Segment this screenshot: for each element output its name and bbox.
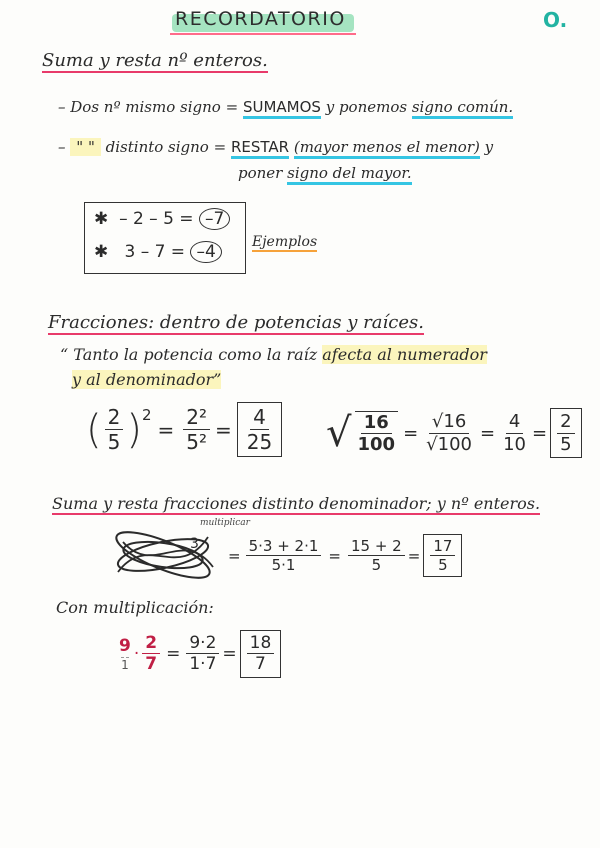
root-result: $\frac{2}{5}$ <box>550 408 581 458</box>
sum-result: $\frac{17}{5}$ <box>423 534 462 577</box>
example-row: ✱ – 2 – 5 = –7 <box>94 208 230 230</box>
section-heading-enteros: Suma y resta nº enteros. <box>42 50 268 71</box>
sumamos-text: SUMAMOS <box>243 98 321 119</box>
page-number: O. <box>543 8 568 32</box>
title-underline <box>170 33 356 35</box>
circled-result: –4 <box>190 241 221 263</box>
page-title: RECORDATORIO <box>175 8 346 30</box>
product-result: $\frac{18}{7}$ <box>240 630 282 678</box>
examples-label: Ejemplos <box>252 234 318 250</box>
svg-text:3: 3 <box>190 536 199 552</box>
scribble-crossed-out <box>108 522 218 592</box>
power-result: $\frac{4}{25}$ <box>237 402 282 457</box>
rule-different-sign-line2: poner signo del mayor. <box>238 164 412 182</box>
example-row: ✱ 3 – 7 = –4 <box>94 241 222 263</box>
section-heading-suma-fracciones: Suma y resta fracciones distinto denominador; y nº enteros. <box>52 494 541 513</box>
multiplication-example: $\frac{9}{1}$ · $\frac{2}{7}$ = $\frac{9\cdot 2}{1\cdot 7}$ = $\frac{18}{7}$ <box>116 630 284 678</box>
section-heading-fracciones: Fracciones: dentro de potencias y raíces. <box>48 312 424 333</box>
root-example: √ $\frac{16}{100}$ = $\frac{√16}{√100}$ = $\frac{4}{10}$ = $\frac{2}{5}$ <box>326 408 585 458</box>
quote-line-2: y al denominador” <box>72 370 222 389</box>
circled-result: –7 <box>199 208 230 230</box>
rule-same-sign: – Dos nº mismo signo = SUMAMOS y ponemos signo común. <box>58 98 513 116</box>
restar-text: RESTAR <box>231 138 289 159</box>
rule-different-sign: – " " distinto signo = RESTAR (mayor menos el menor) y <box>58 138 493 156</box>
fraction-sum-steps: = $\frac{5\cdot 3 + 2\cdot 1}{5\cdot 1}$ = $\frac{15 + 2}{5}$ = $\frac{17}{5}$ <box>228 534 465 577</box>
section-heading-multiplicacion: Con multiplicación: <box>56 598 214 617</box>
power-example: ( $\frac{2}{5}$ ) $^2$ = $\frac{\text{2²}}{\text{5²}}$ = $\frac{4}{25}$ <box>86 402 285 457</box>
quote-line-1: “ Tanto la potencia como la raíz afecta al numerador <box>60 345 487 364</box>
multiplicar-note: multiplicar <box>200 518 250 528</box>
